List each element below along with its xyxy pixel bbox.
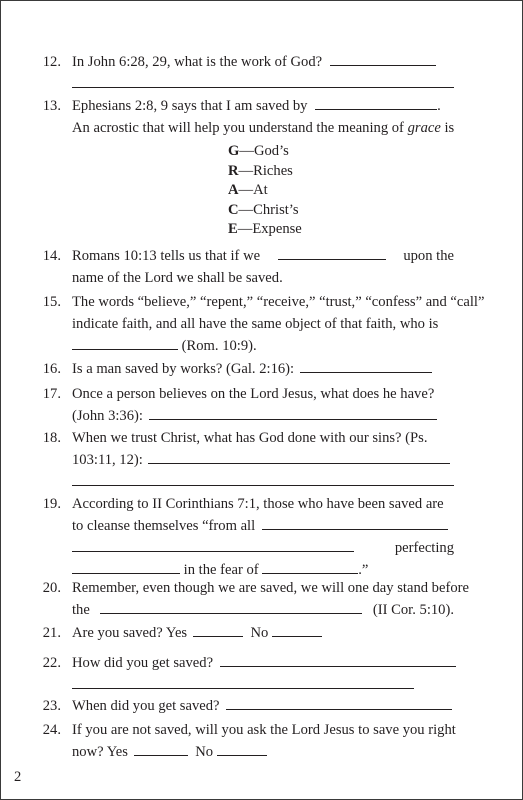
question-number: 18. bbox=[42, 430, 61, 446]
question-17 bbox=[42, 383, 437, 427]
acrostic-line: G—God’s bbox=[228, 143, 289, 159]
question-number: 23. bbox=[42, 698, 61, 714]
answer-blank[interactable] bbox=[262, 515, 448, 530]
answer-line[interactable] bbox=[72, 87, 454, 88]
question-text: upon the bbox=[403, 248, 454, 264]
question-text: No bbox=[195, 744, 214, 760]
question-14 bbox=[42, 245, 454, 289]
emphasis-word: grace bbox=[407, 120, 441, 136]
question-number: 12. bbox=[42, 54, 61, 70]
question-text: Romans 10:13 tells us that if we bbox=[72, 248, 261, 264]
question-19 bbox=[42, 493, 454, 581]
question-number: 16. bbox=[42, 361, 61, 377]
question-text: When we trust Christ, what has God done with our sins? (Ps. bbox=[72, 430, 428, 446]
question-text: perfecting bbox=[394, 540, 454, 556]
answer-blank[interactable] bbox=[220, 652, 456, 667]
question-text: (John 3:36): bbox=[72, 408, 143, 424]
answer-blank[interactable] bbox=[278, 245, 386, 260]
question-text: name of the Lord we shall be saved. bbox=[72, 270, 283, 286]
question-number: 20. bbox=[42, 580, 61, 596]
question-text: Remember, even though we are saved, we will one day stand before bbox=[72, 580, 469, 596]
question-text: (Rom. 10:9). bbox=[181, 338, 257, 354]
question-number: 19. bbox=[42, 496, 61, 512]
question-text: How did you get saved? bbox=[72, 655, 214, 671]
question-13: 13. Ephesians 2:8, 9 says that I am saved by . An acrostic that will help you understand the meaning of grace is bbox=[72, 95, 454, 139]
question-text: Are you saved? Yes bbox=[72, 625, 188, 641]
question-text: is bbox=[444, 120, 455, 136]
question-number: 22. bbox=[42, 655, 61, 671]
answer-blank[interactable] bbox=[72, 537, 354, 552]
question-text: No bbox=[250, 625, 269, 641]
acrostic-line: A—At bbox=[228, 182, 268, 199]
question-15 bbox=[42, 291, 485, 357]
answer-blank[interactable] bbox=[72, 559, 180, 574]
answer-blank[interactable] bbox=[330, 51, 436, 66]
question-text: (II Cor. 5:10). bbox=[372, 602, 454, 618]
question-number: 13. bbox=[42, 98, 61, 114]
question-text: in the fear of bbox=[183, 562, 259, 578]
question-text: In John 6:28, 29, what is the work of God? bbox=[72, 54, 323, 70]
question-16 bbox=[42, 358, 432, 380]
question-number: 21. bbox=[42, 625, 61, 641]
question-20 bbox=[42, 577, 469, 621]
question-text: According to II Corinthians 7:1, those who have been saved are bbox=[72, 496, 444, 512]
question-number: 15. bbox=[42, 294, 61, 310]
answer-blank[interactable] bbox=[100, 599, 362, 614]
question-text: now? Yes bbox=[72, 744, 128, 760]
answer-blank[interactable] bbox=[300, 358, 432, 373]
question-text: 103:11, 12): bbox=[72, 452, 143, 468]
question-12 bbox=[42, 51, 454, 88]
acrostic-line: C—Christ’s bbox=[228, 201, 299, 218]
question-number: 14. bbox=[42, 248, 61, 264]
question-23 bbox=[42, 695, 452, 717]
acrostic-line: E—Expense bbox=[228, 221, 302, 238]
yes-blank[interactable] bbox=[134, 741, 188, 756]
answer-line[interactable] bbox=[72, 485, 454, 486]
question-text: Is a man saved by works? (Gal. 2:16): bbox=[72, 361, 295, 377]
question-18 bbox=[42, 427, 454, 486]
yes-blank[interactable] bbox=[193, 622, 243, 637]
answer-blank[interactable] bbox=[72, 335, 178, 350]
question-text: The words “believe,” “repent,” “receive,” “trust,” “confess” and “call” bbox=[72, 294, 485, 310]
question-text: An acrostic that will help you understand the meaning of bbox=[72, 120, 404, 136]
answer-blank[interactable] bbox=[262, 559, 358, 574]
question-24 bbox=[42, 719, 456, 763]
answer-line[interactable] bbox=[72, 688, 414, 689]
question-text: .” bbox=[358, 562, 369, 578]
acrostic-line: R—Riches bbox=[228, 162, 293, 179]
question-text: Ephesians 2:8, 9 says that I am saved by bbox=[72, 98, 308, 114]
answer-blank[interactable] bbox=[226, 695, 452, 710]
question-text: indicate faith, and all have the same object of that faith, who is bbox=[72, 316, 439, 332]
question-text: Once a person believes on the Lord Jesus, what does he have? bbox=[72, 386, 435, 402]
question-text: to cleanse themselves “from all bbox=[72, 518, 256, 534]
question-22 bbox=[42, 652, 456, 689]
question-21 bbox=[42, 622, 322, 644]
answer-blank[interactable] bbox=[315, 95, 437, 110]
page-number: 2 bbox=[14, 769, 22, 785]
answer-blank[interactable] bbox=[149, 405, 437, 420]
question-text: When did you get saved? bbox=[72, 698, 220, 714]
question-number: 24. bbox=[42, 722, 61, 738]
no-blank[interactable] bbox=[272, 622, 322, 637]
no-blank[interactable] bbox=[217, 741, 267, 756]
answer-blank[interactable] bbox=[148, 449, 450, 464]
question-text: the bbox=[72, 602, 90, 618]
grace-acrostic bbox=[228, 142, 302, 240]
question-number: 17. bbox=[42, 386, 61, 402]
question-text: If you are not saved, will you ask the Lord Jesus to save you right bbox=[72, 722, 456, 738]
